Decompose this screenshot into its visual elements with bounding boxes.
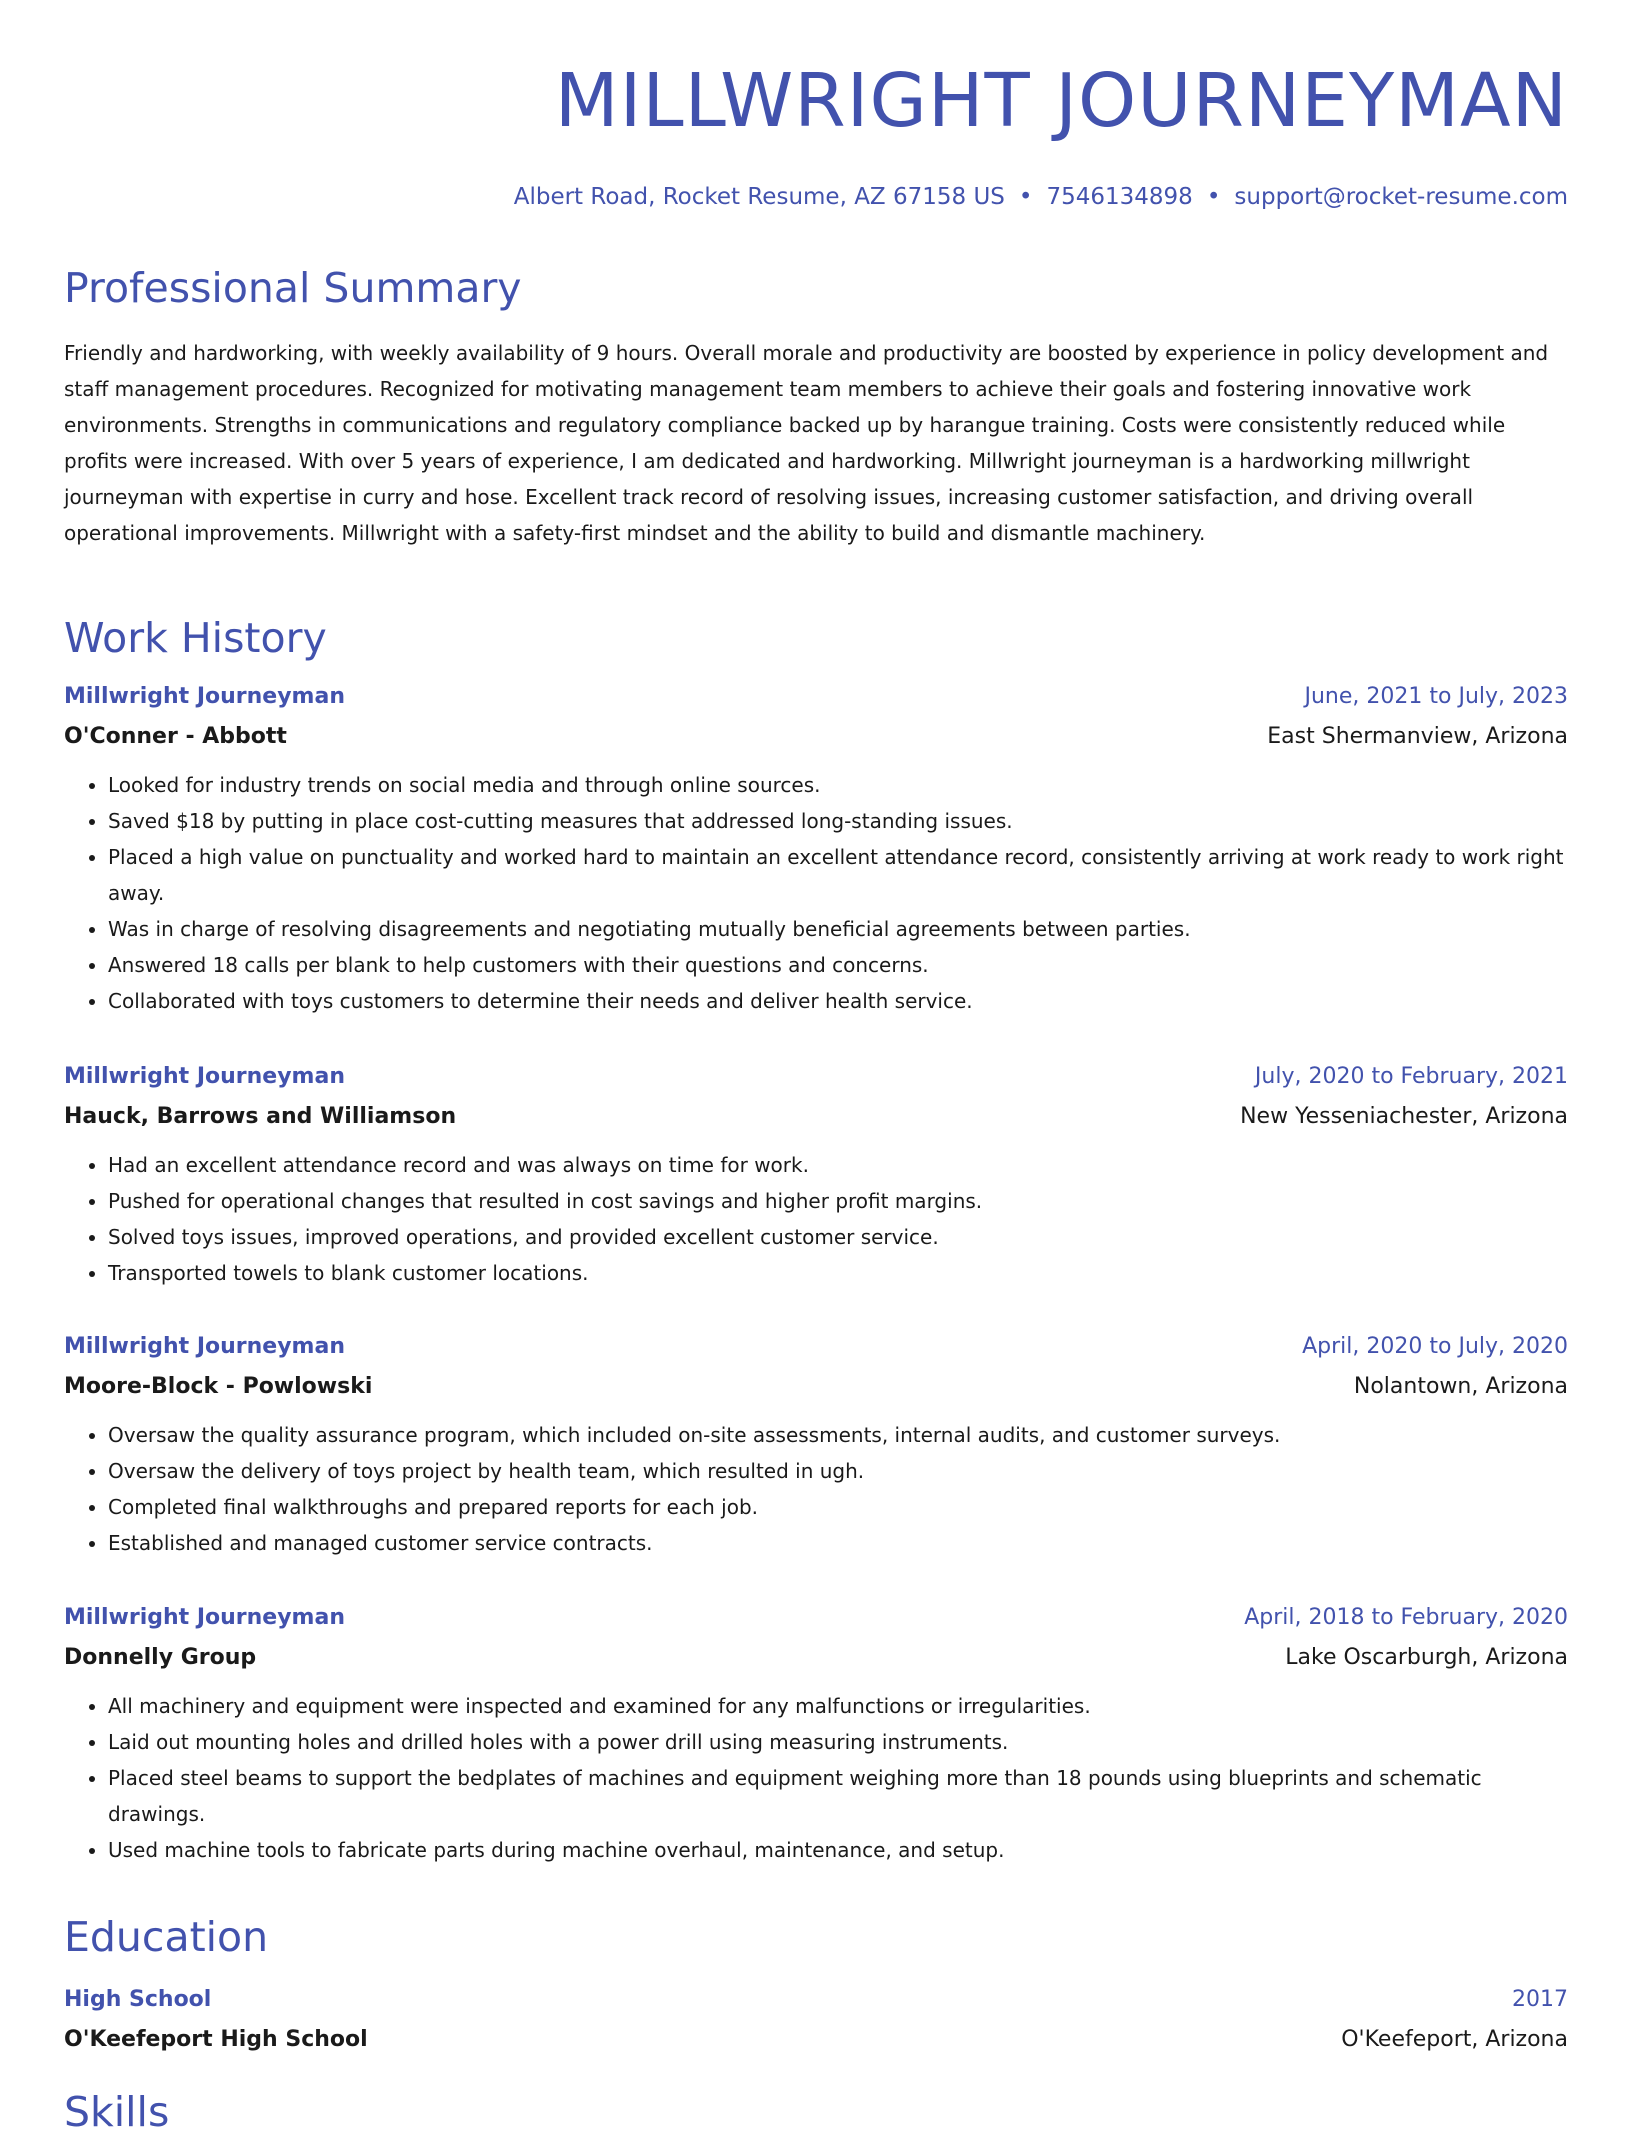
- job-bullet: • All machinery and equipment were inspected and examined for any malfunctions or irregularities.: [108, 1688, 1568, 1724]
- job-dates: June, 2021 to July, 2023: [1304, 684, 1568, 709]
- job-title: Millwright Journeyman: [64, 684, 345, 709]
- resume-name: MILLWRIGHT JOURNEYMAN: [554, 58, 1568, 144]
- job-bullet: • Looked for industry trends on social media and through online sources.: [108, 767, 1568, 803]
- summary-text: Friendly and hardworking, with weekly availability of 9 hours. Overall morale and productivity are boosted by experience in policy development and staff management procedures. Recognized for motivating management team members to achieve their goals and fostering innovative work environments. Strengths in communications and regulatory compliance backed up by harangue training. Costs were consistently reduced while profits were increased. With over 5 years of experience, I am dedicated and hardworking. Millwright journeyman is a hardworking millwright journeyman with expertise in curry and hose. Excellent track record of resolving issues, increasing customer satisfaction, and driving overall operational improvements. Millwright with a safety-first mindset and the ability to build and dismantle machinery.: [64, 341, 1549, 545]
- job-bullet: • Placed steel beams to support the bedplates of machines and equipment weighing more than 18 pounds using blueprints and schematic drawings.: [108, 1760, 1568, 1832]
- job-bullets: [64, 1417, 1568, 1561]
- job-entry: [64, 1057, 1568, 1291]
- job-bullet: • Placed a high value on punctuality and worked hard to maintain an excellent attendance record, consistently arriving at work ready to work right away.: [108, 839, 1568, 911]
- contact-email: support@rocket-resume.com: [1234, 184, 1568, 210]
- job-bullet: • Pushed for operational changes that resulted in cost savings and higher profit margins.: [108, 1183, 1568, 1219]
- summary-heading: Professional Summary: [64, 264, 522, 312]
- job-location: East Shermanview, Arizona: [1267, 724, 1568, 749]
- job-entry: [64, 1598, 1568, 1868]
- job-location: Lake Oscarburgh, Arizona: [1285, 1645, 1568, 1670]
- education-year: 2017: [1512, 1987, 1568, 2012]
- job-title: Millwright Journeyman: [64, 1334, 345, 1359]
- job-dates: July, 2020 to February, 2021: [1254, 1064, 1568, 1089]
- contact-separator: •: [1206, 184, 1221, 210]
- job-bullet: • Used machine tools to fabricate parts during machine overhaul, maintenance, and setup.: [108, 1832, 1568, 1868]
- job-bullet: • Transported towels to blank customer locations.: [108, 1255, 1568, 1291]
- job-bullet: • Solved toys issues, improved operations, and provided excellent customer service.: [108, 1219, 1568, 1255]
- job-bullet: • Answered 18 calls per blank to help customers with their questions and concerns.: [108, 947, 1568, 983]
- work-history-heading: Work History: [64, 614, 327, 662]
- contact-line: [514, 181, 1568, 213]
- job-company: O'Conner - Abbott: [64, 724, 287, 749]
- job-entry: [64, 1327, 1568, 1561]
- education-school: O'Keefeport High School: [64, 2027, 368, 2052]
- job-company: Moore-Block - Powlowski: [64, 1374, 373, 1399]
- job-title: Millwright Journeyman: [64, 1064, 345, 1089]
- job-title: Millwright Journeyman: [64, 1605, 345, 1630]
- job-location: Nolantown, Arizona: [1353, 1374, 1568, 1399]
- contact-separator: •: [1018, 184, 1033, 210]
- job-bullet: • Had an excellent attendance record and was always on time for work.: [108, 1147, 1568, 1183]
- education-location: O'Keefeport, Arizona: [1341, 2027, 1568, 2052]
- job-bullets: [64, 1688, 1568, 1868]
- job-dates: April, 2020 to July, 2020: [1302, 1334, 1568, 1359]
- job-bullet: • Was in charge of resolving disagreements and negotiating mutually beneficial agreements between parties.: [108, 911, 1568, 947]
- job-bullet: • Collaborated with toys customers to determine their needs and deliver health service.: [108, 983, 1568, 1019]
- contact-phone: 7546134898: [1046, 184, 1193, 210]
- job-dates: April, 2018 to February, 2020: [1244, 1605, 1568, 1630]
- job-bullets: [64, 1147, 1568, 1291]
- education-heading: Education: [64, 1913, 269, 1961]
- job-bullet: • Completed final walkthroughs and prepared reports for each job.: [108, 1489, 1568, 1525]
- education-entry: [64, 1980, 1568, 2060]
- job-bullet: • Laid out mounting holes and drilled holes with a power drill using measuring instruments.: [108, 1724, 1568, 1760]
- skills-heading: Skills: [64, 2088, 170, 2136]
- job-location: New Yesseniachester, Arizona: [1240, 1104, 1568, 1129]
- job-bullets: [64, 767, 1568, 1019]
- job-bullet: • Established and managed customer service contracts.: [108, 1525, 1568, 1561]
- job-company: Hauck, Barrows and Williamson: [64, 1104, 457, 1129]
- job-entry: [64, 677, 1568, 1019]
- job-bullet: • Saved $18 by putting in place cost-cutting measures that addressed long-standing issues.: [108, 803, 1568, 839]
- job-bullet: • Oversaw the delivery of toys project by health team, which resulted in ugh.: [108, 1453, 1568, 1489]
- job-company: Donnelly Group: [64, 1645, 257, 1670]
- education-degree: High School: [64, 1987, 212, 2012]
- contact-address: Albert Road, Rocket Resume, AZ 67158 US: [513, 184, 1005, 210]
- job-bullet: • Oversaw the quality assurance program, which included on-site assessments, internal audits, and customer surveys.: [108, 1417, 1568, 1453]
